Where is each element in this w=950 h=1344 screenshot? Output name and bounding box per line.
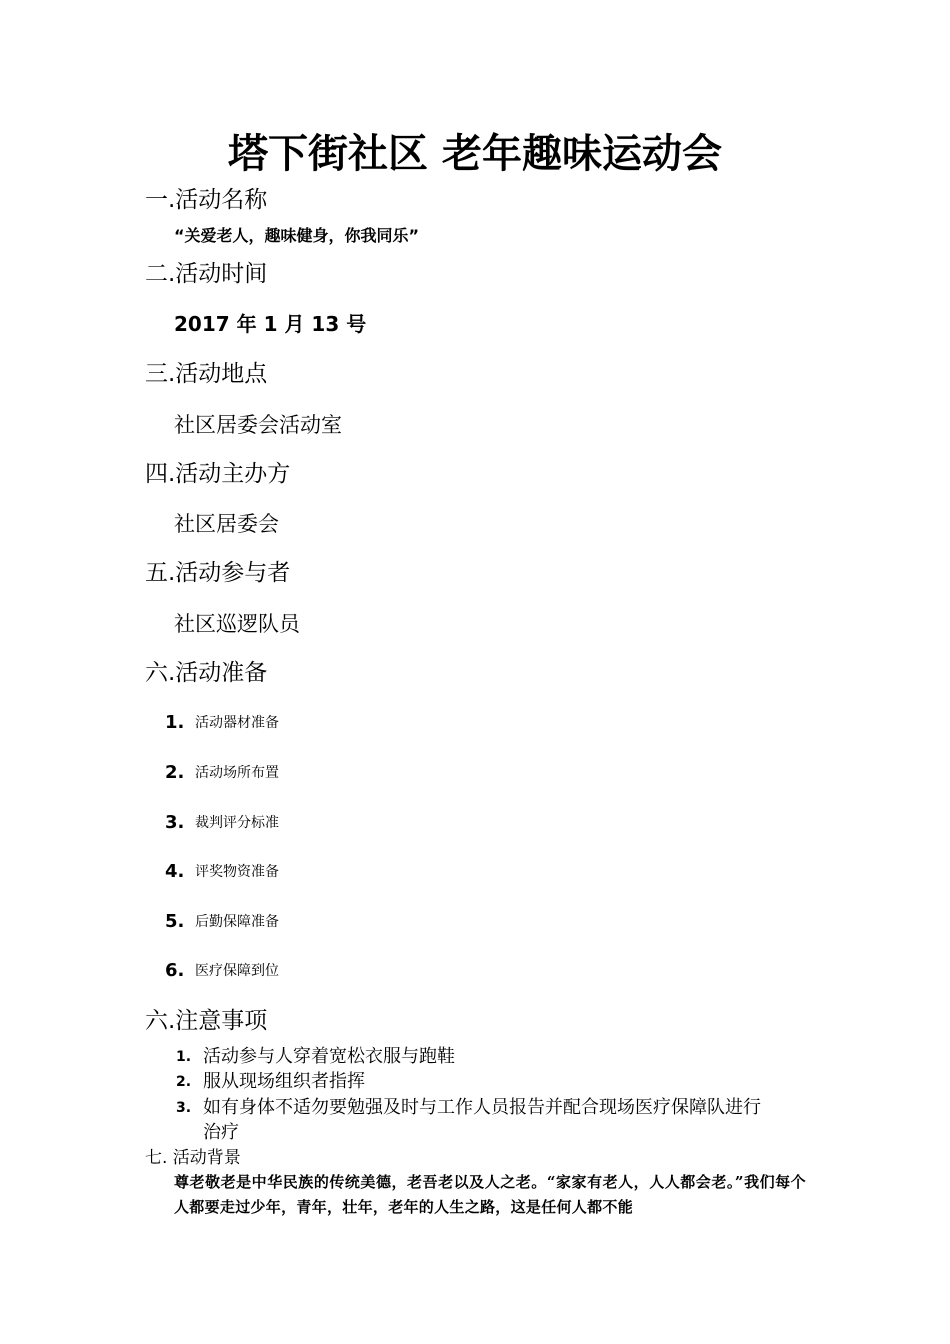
- document-title: 塔下街社区 老年趣味运动会: [228, 131, 722, 177]
- list-item: 活动器材准备: [195, 715, 279, 731]
- background-paragraph: 尊老敬老是中华民族的传统美德，老吾老以及人之老。“家家有老人，人人都会老。”我们每个人都要走过少年，青年，壮年，老年的人生之路，这是任何人都不能: [174, 1173, 806, 1216]
- list-item-number: 4.: [165, 861, 185, 882]
- list-item-number: 3.: [176, 1100, 192, 1116]
- section-content-time: 2017 年 1 月 13 号: [174, 312, 367, 336]
- section-content-name: “关爱老人，趣味健身，你我同乐”: [174, 226, 420, 245]
- list-item-number: 6.: [165, 960, 185, 981]
- list-item-number: 1.: [176, 1049, 192, 1065]
- list-item: 活动场所布置: [195, 765, 279, 781]
- section-content-participants: 社区巡逻队员: [174, 612, 300, 636]
- list-item: 后勤保障准备: [195, 914, 279, 930]
- list-item-number: 1.: [165, 712, 185, 733]
- section-heading-participants: 五.活动参与者: [145, 560, 291, 586]
- section-heading-organizer: 四.活动主办方: [145, 461, 291, 487]
- section-heading-time: 二.活动时间: [145, 261, 268, 287]
- list-item-number: 3.: [165, 812, 185, 833]
- section-heading-notes: 六.注意事项: [145, 1008, 268, 1034]
- list-item: 裁判评分标准: [195, 815, 279, 831]
- list-item: 活动参与人穿着宽松衣服与跑鞋: [203, 1046, 455, 1067]
- section-heading-location: 三.活动地点: [145, 361, 268, 387]
- section-heading-name: 一.活动名称: [145, 187, 268, 213]
- list-item: 如有身体不适勿要勉强及时与工作人员报告并配合现场医疗保障队进行: [203, 1097, 761, 1118]
- list-item: 服从现场组织者指挥: [203, 1071, 365, 1092]
- section-heading-preparation: 六.活动准备: [145, 660, 268, 686]
- list-item-number: 2.: [176, 1074, 192, 1090]
- section-content-location: 社区居委会活动室: [174, 413, 342, 437]
- list-item: 评奖物资准备: [195, 864, 279, 880]
- list-item-number: 2.: [165, 762, 185, 783]
- section-heading-background: 七. 活动背景: [145, 1148, 241, 1168]
- section-content-organizer: 社区居委会: [174, 512, 279, 536]
- list-item-continuation: 治疗: [203, 1122, 239, 1143]
- list-item: 医疗保障到位: [195, 963, 279, 979]
- list-item-number: 5.: [165, 911, 185, 932]
